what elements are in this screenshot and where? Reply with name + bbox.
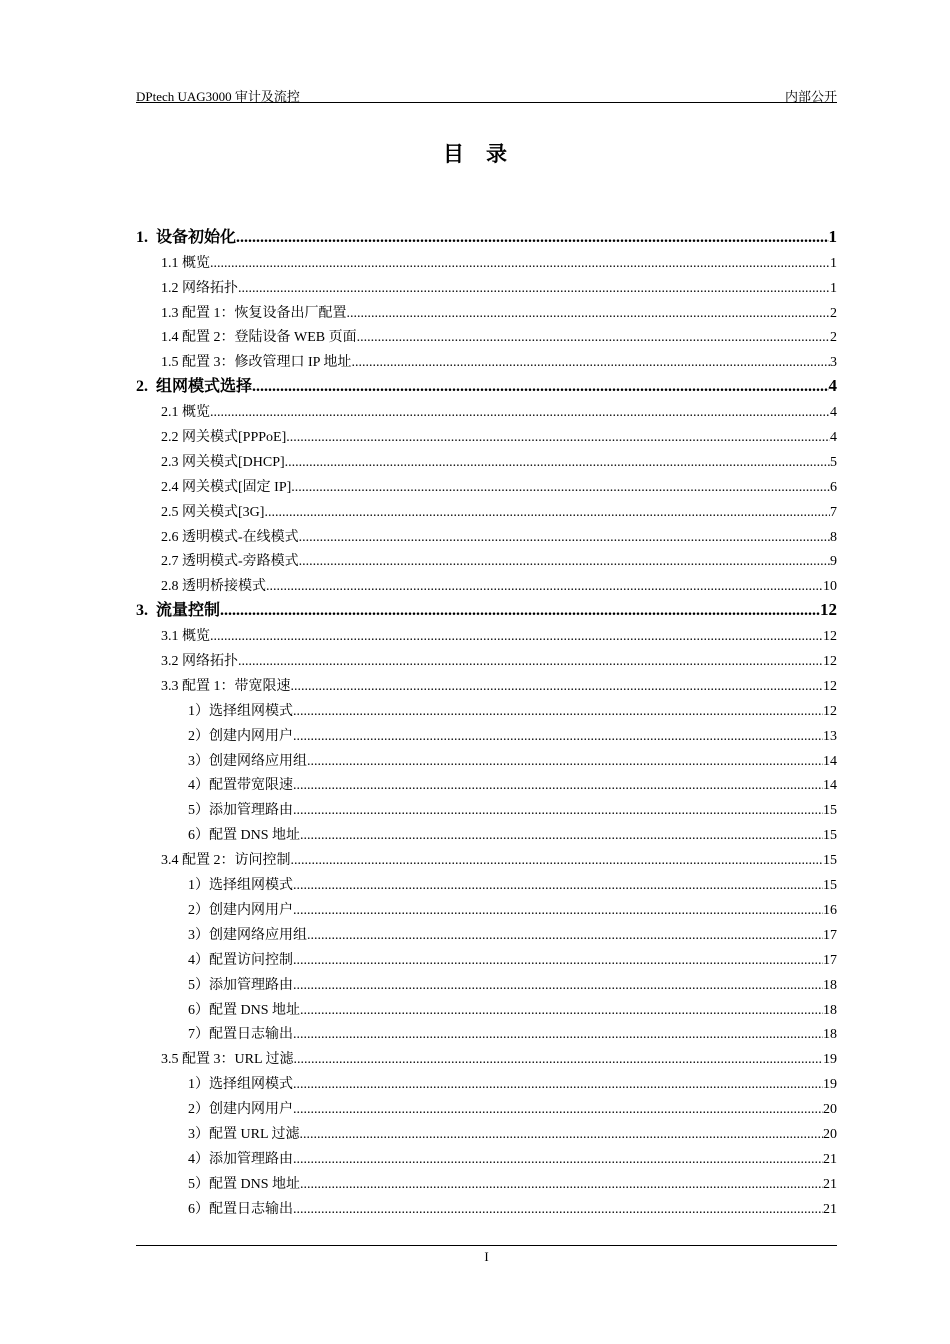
- toc-page-number: 18: [823, 1002, 837, 1018]
- toc-entry-label: 2.8 透明桥接模式: [161, 579, 266, 595]
- toc-page-number: 9: [830, 554, 837, 570]
- toc-dot-leader: [293, 1052, 823, 1068]
- toc-entry[interactable]: [136, 222, 837, 247]
- header-classification: 内部公开: [784, 89, 837, 104]
- toc-dot-leader: [293, 1102, 823, 1118]
- toc-dot-leader: [347, 306, 831, 322]
- toc-entry-label: 2）创建内网用户: [188, 728, 293, 744]
- toc-page-number: 12: [823, 629, 837, 645]
- toc-entry[interactable]: [136, 645, 837, 670]
- toc-page-number: 1: [828, 226, 837, 246]
- toc-page-number: 15: [823, 803, 837, 819]
- toc-dot-leader: [357, 330, 830, 346]
- toc-dot-leader: [238, 654, 823, 670]
- toc-page-number: 4: [830, 405, 837, 421]
- toc-dot-leader: [293, 803, 823, 819]
- toc-page-number: 19: [823, 1077, 837, 1093]
- toc-dot-leader: [293, 953, 823, 969]
- toc-entry-label: 3）创建网络应用组: [188, 927, 307, 943]
- toc-entry[interactable]: [136, 994, 837, 1019]
- toc-entry-label: 2）创建内网用户: [188, 902, 293, 918]
- toc-dot-leader: [293, 1027, 823, 1043]
- toc-dot-leader: [293, 978, 823, 994]
- toc-dot-leader: [293, 729, 823, 745]
- toc-entry[interactable]: [136, 546, 837, 571]
- toc-dot-leader: [307, 754, 823, 770]
- toc-page-number: 1: [830, 255, 837, 271]
- toc-page-number: 10: [823, 579, 837, 595]
- toc-entry-label: 1）选择组网模式: [188, 878, 293, 894]
- toc-page-number: 12: [820, 600, 837, 620]
- toc-entry-label: 2.7 透明模式-旁路模式: [161, 554, 299, 570]
- toc-entry[interactable]: [136, 471, 837, 496]
- toc-page-number: 6: [830, 479, 837, 495]
- toc-entry[interactable]: [136, 346, 837, 371]
- toc-entry[interactable]: [136, 869, 837, 894]
- toc-dot-leader: [236, 229, 828, 247]
- toc-entry-label: 5）添加管理路由: [188, 977, 293, 993]
- toc-page-number: 12: [823, 703, 837, 719]
- toc-entry[interactable]: [136, 1093, 837, 1118]
- page-header: [136, 86, 837, 103]
- toc-entry-label: 4）配置访问控制: [188, 952, 293, 968]
- toc-dot-leader: [300, 1177, 823, 1193]
- toc-entry[interactable]: [136, 1143, 837, 1168]
- toc-dot-leader: [238, 281, 830, 297]
- toc-page-number: 2: [830, 330, 837, 346]
- toc-entry-label: 2.6 透明模式-在线模式: [161, 529, 299, 545]
- toc-chapter-number: 2.: [136, 378, 148, 396]
- toc-entry[interactable]: [136, 844, 837, 869]
- toc-dot-leader: [264, 505, 830, 521]
- toc-entry-label: 3.3 配置 1：带宽限速: [161, 678, 291, 694]
- toc-entry[interactable]: [136, 297, 837, 322]
- toc-entry[interactable]: [136, 1168, 837, 1193]
- toc-entry[interactable]: [136, 745, 837, 770]
- toc-entry-label: 6）配置日志输出: [188, 1201, 293, 1217]
- toc-entry[interactable]: [136, 396, 837, 421]
- toc-entry[interactable]: [136, 446, 837, 471]
- toc-entry-label: 2.3 网关模式[DHCP]: [161, 454, 285, 470]
- toc-entry[interactable]: [136, 272, 837, 297]
- toc-page-number: 13: [823, 728, 837, 744]
- toc-dot-leader: [300, 828, 823, 844]
- toc-entry[interactable]: [136, 570, 837, 595]
- toc-dot-leader: [293, 878, 823, 894]
- toc-chapter-title: 设备初始化: [156, 226, 237, 246]
- toc-dot-leader: [285, 455, 830, 471]
- toc-entry-label: 7）配置日志输出: [188, 1027, 293, 1043]
- page-footer: [136, 1245, 837, 1264]
- toc-page-number: 1: [830, 280, 837, 296]
- toc-entry[interactable]: [136, 770, 837, 795]
- toc-page-number: 4: [830, 430, 837, 446]
- toc-dot-leader: [299, 1127, 823, 1143]
- toc-entry-label: 1.1 概览: [161, 255, 210, 271]
- table-of-contents: [136, 222, 837, 1218]
- toc-page-number: 2: [830, 305, 837, 321]
- toc-page-number: 19: [823, 1052, 837, 1068]
- toc-entry-label: 2.2 网关模式[PPPoE]: [161, 430, 287, 446]
- toc-entry-label: 2.5 网关模式[3G]: [161, 504, 265, 520]
- toc-page-number: 12: [823, 678, 837, 694]
- toc-entry-label: 6）配置 DNS 地址: [188, 828, 301, 844]
- toc-dot-leader: [210, 405, 830, 421]
- toc-entry[interactable]: [136, 1193, 837, 1218]
- toc-entry-label: 3）配置 URL 过滤: [188, 1126, 300, 1142]
- toc-dot-leader: [291, 679, 824, 695]
- toc-page-number: 12: [823, 654, 837, 670]
- toc-page-number: 20: [823, 1126, 837, 1142]
- toc-entry-label: 3）创建网络应用组: [188, 753, 307, 769]
- toc-dot-leader: [266, 579, 823, 595]
- toc-entry[interactable]: [136, 1019, 837, 1044]
- toc-chapter-title: 组网模式选择: [156, 376, 253, 396]
- toc-entry-label: 3.4 配置 2：访问控制: [161, 853, 291, 869]
- toc-entry-label: [136, 373, 252, 396]
- toc-page-number: 8: [830, 529, 837, 545]
- toc-entry[interactable]: [136, 1118, 837, 1143]
- toc-page-number: 7: [830, 504, 837, 520]
- toc-entry-label: 1）选择组网模式: [188, 1077, 293, 1093]
- toc-dot-leader: [351, 355, 830, 371]
- toc-dot-leader: [299, 554, 830, 570]
- toc-dot-leader: [210, 256, 830, 272]
- toc-entry[interactable]: [136, 322, 837, 347]
- toc-entry-label: 1）选择组网模式: [188, 703, 293, 719]
- toc-dot-leader: [291, 480, 830, 496]
- toc-page-number: 14: [823, 753, 837, 769]
- toc-page-number: 4: [828, 376, 837, 396]
- toc-page-number: 15: [823, 828, 837, 844]
- toc-entry[interactable]: [136, 1068, 837, 1093]
- toc-page-number: 15: [823, 853, 837, 869]
- toc-dot-leader: [252, 378, 828, 396]
- toc-dot-leader: [300, 1003, 823, 1019]
- toc-entry-label: 2.1 概览: [161, 405, 210, 421]
- toc-entry[interactable]: [136, 695, 837, 720]
- toc-entry-label: 4）配置带宽限速: [188, 778, 293, 794]
- toc-title: 目录: [443, 142, 529, 166]
- toc-entry[interactable]: [136, 969, 837, 994]
- toc-entry-label: 3.2 网络拓扑: [161, 654, 238, 670]
- toc-page-number: 3: [830, 355, 837, 371]
- toc-page-number: 14: [823, 778, 837, 794]
- toc-entry-label: 3.1 概览: [161, 629, 210, 645]
- toc-entry[interactable]: [136, 919, 837, 944]
- toc-entry[interactable]: [136, 670, 837, 695]
- toc-page-number: 15: [823, 878, 837, 894]
- toc-chapter-number: 3.: [136, 602, 148, 620]
- toc-dot-leader: [293, 903, 823, 919]
- toc-page-number: 5: [830, 454, 837, 470]
- toc-chapter-number: 1.: [136, 228, 148, 246]
- toc-dot-leader: [220, 602, 820, 620]
- toc-dot-leader: [210, 629, 823, 645]
- toc-page-number: 21: [823, 1176, 837, 1192]
- toc-dot-leader: [293, 1152, 823, 1168]
- footer-page-number: I: [484, 1249, 489, 1264]
- toc-entry[interactable]: [136, 620, 837, 645]
- header-document-title: DPtech UAG3000 审计及流控: [136, 89, 300, 104]
- toc-entry-label: 5）添加管理路由: [188, 803, 293, 819]
- toc-dot-leader: [293, 778, 823, 794]
- toc-dot-leader: [293, 1077, 823, 1093]
- toc-entry-label: 1.5 配置 3：修改管理口 IP 地址: [161, 355, 352, 371]
- toc-entry[interactable]: [136, 819, 837, 844]
- toc-dot-leader: [293, 704, 823, 720]
- toc-page-number: 21: [823, 1201, 837, 1217]
- toc-entry[interactable]: [136, 794, 837, 819]
- toc-entry[interactable]: [136, 421, 837, 446]
- toc-page-number: 17: [823, 927, 837, 943]
- toc-entry-label: 3.5 配置 3：URL 过滤: [161, 1052, 294, 1068]
- toc-dot-leader: [299, 530, 830, 546]
- toc-dot-leader: [291, 853, 824, 869]
- toc-entry-label: 2）创建内网用户: [188, 1102, 293, 1118]
- toc-entry[interactable]: [136, 247, 837, 272]
- toc-dot-leader: [293, 1202, 823, 1218]
- toc-entry-label: 1.2 网络拓扑: [161, 280, 238, 296]
- toc-entry[interactable]: [136, 496, 837, 521]
- toc-entry-label: 1.4 配置 2：登陆设备 WEB 页面: [161, 330, 357, 346]
- toc-page-number: 17: [823, 952, 837, 968]
- toc-entry[interactable]: [136, 1043, 837, 1068]
- toc-entry[interactable]: [136, 944, 837, 969]
- toc-page-number: 16: [823, 902, 837, 918]
- toc-entry-label: 6）配置 DNS 地址: [188, 1002, 301, 1018]
- toc-entry-label: [136, 597, 220, 620]
- toc-entry[interactable]: [136, 894, 837, 919]
- toc-page-number: 18: [823, 1027, 837, 1043]
- toc-page-number: 21: [823, 1151, 837, 1167]
- toc-page-number: 18: [823, 977, 837, 993]
- toc-entry-label: 4）添加管理路由: [188, 1151, 293, 1167]
- toc-entry[interactable]: [136, 595, 837, 620]
- toc-dot-leader: [286, 430, 830, 446]
- toc-chapter-title: 流量控制: [156, 600, 221, 620]
- toc-entry-label: [136, 224, 236, 247]
- toc-entry-label: 2.4 网关模式[固定 IP]: [161, 479, 292, 495]
- toc-entry[interactable]: [136, 521, 837, 546]
- toc-entry-label: 1.3 配置 1：恢复设备出厂配置: [161, 305, 347, 321]
- toc-entry-label: 5）配置 DNS 地址: [188, 1176, 301, 1192]
- toc-entry[interactable]: [136, 371, 837, 396]
- toc-dot-leader: [307, 928, 823, 944]
- toc-page-number: 20: [823, 1102, 837, 1118]
- toc-entry[interactable]: [136, 720, 837, 745]
